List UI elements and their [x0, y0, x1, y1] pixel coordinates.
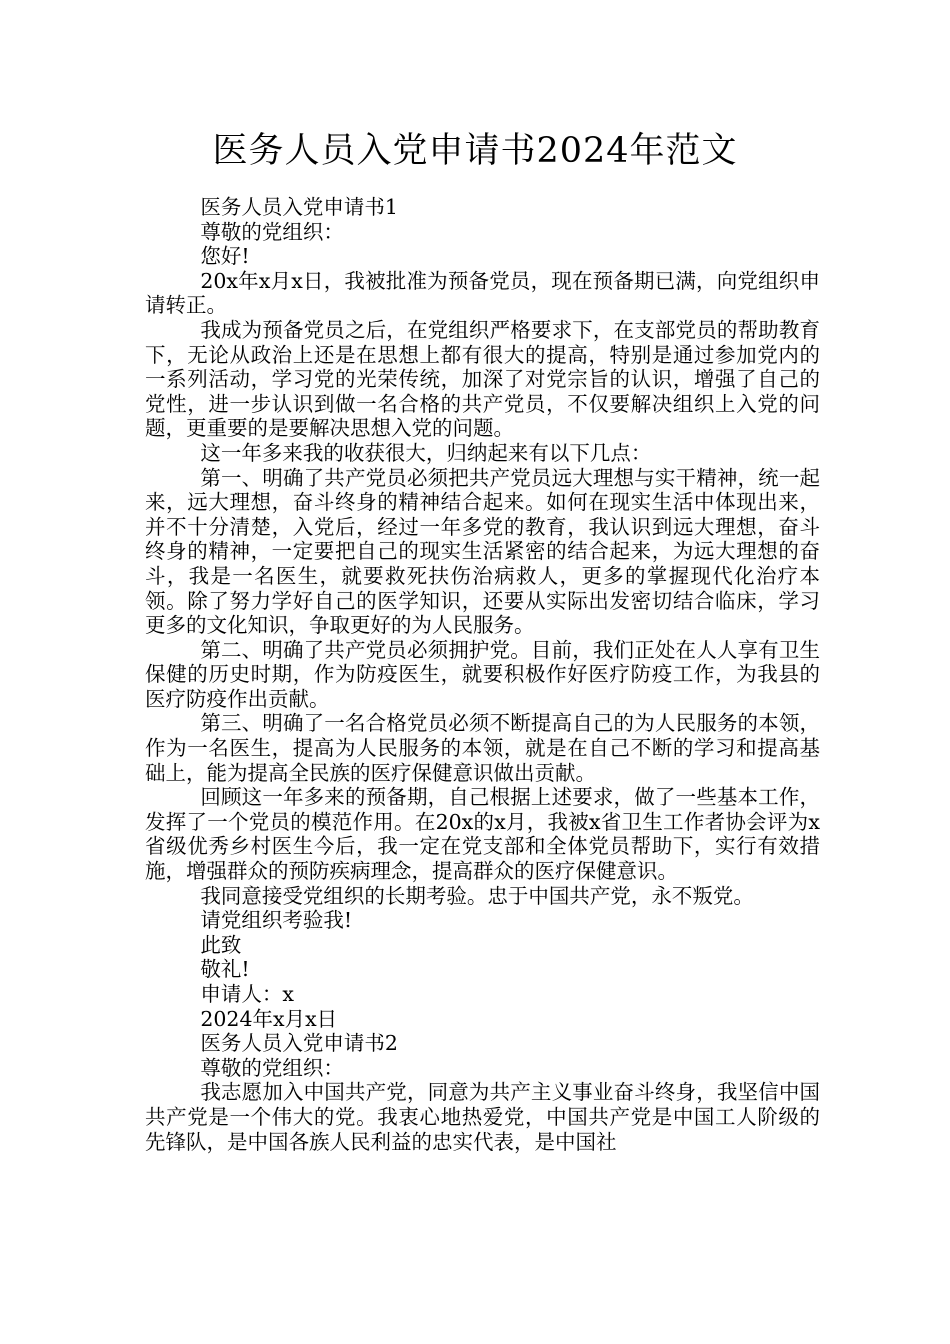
paragraph: 医务人员入党申请书1	[200, 195, 398, 219]
paragraph: 我成为预备党员之后，在党组织严格要求下，在支部党员的帮助教育下，无论从政治上还是在思想上都有很大的提高，特别是通过参加党内的一系列活动，学习党的光荣传统，加深了对党宗旨的认识，增强了自己的党性，进一步认识到做一名合格的共产党员，不仅要解决组织上入党的问题，更重要的是要解决思想入党的问题。	[145, 317, 820, 441]
paragraph: 我同意接受党组织的长期考验。忠于中国共产党，永不叛党。	[200, 883, 754, 908]
paragraph: 医务人员入党申请书2	[200, 1031, 398, 1056]
paragraph: 这一年多来我的收获很大，归纳起来有以下几点：	[200, 440, 652, 465]
paragraph: 尊敬的党组织：	[200, 219, 344, 244]
paragraph: 我志愿加入中国共产党，同意为共产主义事业奋斗终身，我坚信中国共产党是一个伟大的党。我衷心地热爱党，中国共产党是中国工人阶级的先锋队，是中国各族人民利益的忠实代表，是中国社	[145, 1080, 820, 1154]
paragraph: 尊敬的党组织：	[200, 1055, 344, 1080]
document-body	[145, 195, 820, 1154]
paragraph: 申请人：x	[200, 982, 294, 1006]
paragraph: 您好!	[200, 244, 250, 269]
paragraph: 回顾这一年多来的预备期，自己根据上述要求，做了一些基本工作，发挥了一个党员的模范作用。在20x的x月，我被x省卫生工作者协会评为x省级优秀乡村医生今后，我一定在党支部和全体党员帮助下，实行有效措施，增强群众的预防疾病理念，提高群众的医疗保健意识。	[145, 785, 820, 884]
document-title: 医务人员入党申请书2024年范文	[212, 131, 738, 171]
paragraph: 敬礼!	[200, 957, 250, 982]
paragraph: 第一、明确了共产党员必须把共产党员远大理想与实干精神，统一起来，远大理想，奋斗终身的精神结合起来。如何在现实生活中体现出来，并不十分清楚，入党后，经过一年多党的教育，我认识到远大理想，奋斗终身的精神，一定要把自己的现实生活紧密的结合起来，为远大理想的奋斗，我是一名医生，就要救死扶伤治病救人，更多的掌握现代化治疗本领。除了努力学好自己的医学知识，还要从实际出发密切结合临床，学习更多的文化知识，争取更好的为人民服务。	[145, 465, 820, 638]
paragraph: 此致	[200, 932, 242, 957]
paragraph: 第三、明确了一名合格党员必须不断提高自己的为人民服务的本领，作为一名医生，提高为人民服务的本领，就是在自己不断的学习和提高基础上，能为提高全民族的医疗保健意识做出贡献。	[145, 711, 820, 785]
paragraph: 请党组织考验我!	[200, 908, 353, 933]
paragraph: 第二、明确了共产党员必须拥护党。目前，我们正处在人人享有卫生保健的历史时期，作为防疫医生，就要积极作好医疗防疫工作，为我县的医疗防疫作出贡献。	[145, 637, 820, 711]
paragraph: 2024年x月x日	[200, 1006, 338, 1031]
paragraph: 20x年x月x日，我被批准为预备党员，现在预备期已满，向党组织申请转正。	[145, 268, 820, 318]
